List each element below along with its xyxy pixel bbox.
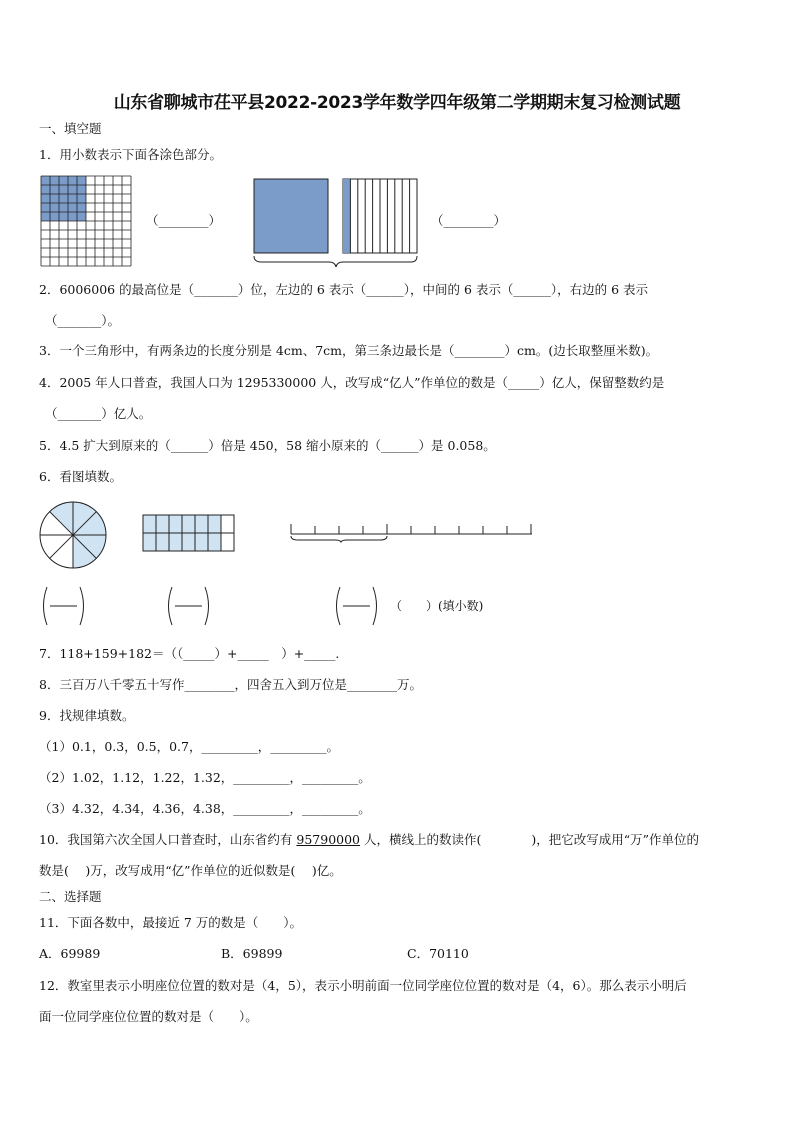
question-1: 1．用小数表示下面各涂色部分。 bbox=[39, 147, 222, 162]
number-line-brace bbox=[291, 536, 387, 542]
fraction-answer-box-2[interactable] bbox=[165, 585, 213, 627]
grouping-brace bbox=[254, 256, 417, 267]
question-12-line-1: 12．教室里表示小明座位位置的数对是（4，5），表示小明前面一位同学座位位置的数对是（4，6）。那么表示小明后 bbox=[39, 978, 687, 993]
q10-text-a: 10．我国第六次全国人口普查时，山东省约有 bbox=[39, 832, 297, 847]
question-4-line-2: （_______）亿人。 bbox=[45, 406, 152, 421]
shaded-region bbox=[41, 176, 86, 221]
q11-option-c[interactable]: C．70110 bbox=[407, 946, 469, 961]
q9-sequence-1: （1）0.1，0.3，0.5，0.7，_________，_________。 bbox=[39, 739, 339, 754]
section-fill-blank-heading: 一、填空题 bbox=[39, 121, 102, 136]
hundred-grid-figure bbox=[40, 175, 132, 267]
question-10-line-1 bbox=[39, 832, 699, 848]
shaded-tenth bbox=[343, 179, 350, 253]
question-8: 8．三百万八千零五十写作________，四舍五入到万位是________万。 bbox=[39, 677, 422, 692]
fraction-circle-figure bbox=[38, 500, 108, 570]
question-2-line-2: （_______）。 bbox=[45, 313, 121, 328]
question-6: 6．看图填数。 bbox=[39, 469, 122, 484]
fraction-answer-box-1[interactable] bbox=[40, 585, 88, 627]
question-11: 11．下面各数中，最接近 7 万的数是（ ）。 bbox=[39, 915, 303, 930]
section-choice-heading: 二、选择题 bbox=[39, 889, 102, 904]
fraction-rectangle-figure bbox=[142, 514, 237, 554]
question-4-line-1: 4．2005 年人口普查，我国人口为 1295330000 人，改写成“亿人”作单位的数是（_____）亿人，保留整数约是 bbox=[39, 375, 665, 390]
q9-sequence-2: （2）1.02，1.12，1.22，1.32，_________，_________。 bbox=[39, 770, 371, 785]
whole-shaded-square bbox=[254, 179, 328, 253]
q11-option-a[interactable]: A．69989 bbox=[39, 946, 101, 961]
question-3: 3．一个三角形中，有两条边的长度分别是 4cm、7cm，第三条边最长是（________）cm。(边长取整厘米数)。 bbox=[39, 343, 659, 358]
q11-option-b[interactable]: B．69899 bbox=[221, 946, 283, 961]
q10-underlined-number: 95790000 bbox=[296, 832, 361, 847]
q1-blank-1[interactable]: （________） bbox=[146, 213, 222, 228]
number-line-figure bbox=[290, 520, 535, 542]
question-12-line-2: 面一位同学座位位置的数对是（ ）。 bbox=[39, 1009, 258, 1024]
question-7: 7．118+159+182＝（（_____）+_____ ）+_____. bbox=[39, 646, 340, 661]
page-title: 山东省聊城市茌平县2022-2023学年数学四年级第二学期期末复习检测试题 bbox=[113, 93, 681, 113]
q1-blank-2[interactable]: （________） bbox=[431, 213, 507, 228]
q9-sequence-3: （3）4.32，4.34，4.36，4.38，_________，_________。 bbox=[39, 801, 371, 816]
question-10-line-2: 数是( )万，改写成用“亿”作单位的近似数是( )亿。 bbox=[39, 863, 342, 878]
question-5: 5．4.5 扩大到原来的（______）倍是 450，58 缩小原来的（______）是 0.058。 bbox=[39, 438, 496, 453]
decimal-bars-figure bbox=[253, 178, 423, 268]
fraction-answer-box-3[interactable] bbox=[333, 585, 381, 627]
question-9: 9．找规律填数。 bbox=[39, 708, 135, 723]
question-2-line-1: 2．6006006 的最高位是（_______）位，左边的 6 表示（______），中间的 6 表示（______），右边的 6 表示 bbox=[39, 282, 649, 297]
q6-decimal-blank[interactable]: （ ）(填小数) bbox=[390, 599, 484, 613]
q10-text-b: 人，横线上的数读作( )，把它改写成用“万”作单位的 bbox=[360, 832, 700, 847]
